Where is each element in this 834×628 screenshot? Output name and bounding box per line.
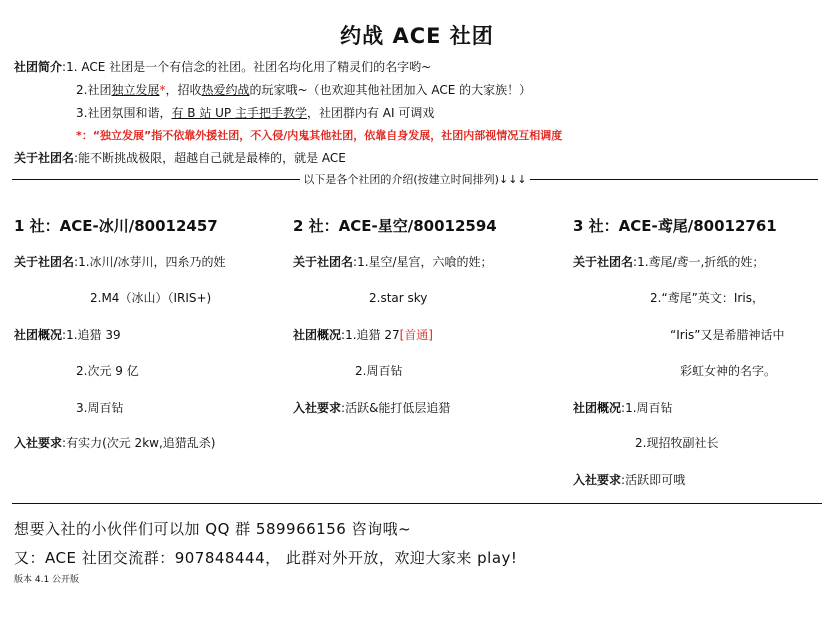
intro-item-2-pre: 2.社团	[76, 83, 112, 97]
club-1-title: 1 社：ACE-冰川/80012457	[14, 217, 218, 235]
intro-line-2	[76, 82, 531, 98]
club-3-name-label: 关于社团名	[573, 255, 634, 269]
about-name-text: 能不断挑战极限，超越自己就是最棒的，就是 ACE	[78, 151, 346, 165]
about-name-line: 关于社团名:能不断挑战极限，超越自己就是最棒的，就是 ACE	[14, 151, 346, 165]
club-2-req-line: 入社要求:活跃&能打低层追猎	[293, 401, 451, 415]
page-title: 约战 ACE 社团	[340, 24, 494, 48]
club-1-overview-line-1: 社团概况:1.追猎 39	[14, 328, 121, 342]
club-2-name-2: 2.star sky	[369, 291, 428, 305]
intro-item-2-mid: ，招收	[165, 83, 202, 97]
club-3-req-line: 入社要求:活跃即可哦	[573, 473, 686, 487]
club-3-overview-2: 2.现招牧副社长	[635, 436, 719, 450]
intro-item-1: 1. ACE 社团是一个有信念的社团。社团名均化用了精灵们的名字哟~	[66, 60, 432, 74]
club-3-title: 3 社：ACE-鸢尾/80012761	[573, 217, 777, 235]
bottom-divider	[12, 503, 822, 504]
intro-item-3-highlight: 有 B 站 UP 主手把手教学	[171, 106, 307, 120]
club-3-name-3: “Iris”又是希腊神话中	[670, 328, 785, 342]
club-3-name-2: 2.“鸢尾”英文：Iris，	[650, 291, 764, 305]
club-2-overview-1: 1.追猎 27	[345, 328, 400, 342]
club-3-overview-label: 社团概况	[573, 401, 622, 415]
club-1-overview-3: 3.周百钻	[76, 401, 124, 415]
club-2-req: 活跃&能打低层追猎	[345, 401, 451, 415]
intro-item-3-pre: 3.社团氛围和谐，	[76, 106, 172, 120]
intro-item-3-post: ，社团群内有 AI 可调戏	[306, 106, 435, 120]
divider-label: 以下是各个社团的介绍(按建立时间排列)↓↓↓	[303, 173, 527, 186]
club-2-title: 2 社：ACE-星空/80012594	[293, 217, 497, 235]
footer-exchange-group: 又：ACE 社团交流群：907848444， 此群对外开放，欢迎大家来 play!	[14, 549, 518, 567]
club-1-name-label: 关于社团名	[14, 255, 75, 269]
club-2-req-label: 入社要求	[293, 401, 342, 415]
intro-item-2-highlight-1: 独立发展	[111, 83, 160, 97]
club-2-name-line-1: 关于社团名:1.星空/星宫，六喰的姓；	[293, 255, 493, 269]
club-1-req-line: 入社要求:有实力(次元 2kw,追猎乱杀)	[14, 436, 216, 450]
club-2-name-1: 1.星空/星宫，六喰的姓；	[357, 255, 493, 269]
intro-item-2-highlight-2: 热爱约战	[201, 83, 250, 97]
club-3-overview-1: 1.周百钻	[625, 401, 673, 415]
club-2-overview-2: 2.周百钻	[355, 364, 403, 378]
first-clear-badge: [首通]	[399, 328, 433, 342]
footer-qq-group: 想要入社的小伙伴们可以加 QQ 群 589966156 咨询哦~	[14, 520, 412, 538]
section-divider	[12, 171, 818, 187]
club-2-overview-label: 社团概况	[293, 328, 342, 342]
club-1-name-1: 1.冰川/冰芽川，四糸乃的姓	[78, 255, 226, 269]
intro-line-1: 社团简介:1. ACE 社团是一个有信念的社团。社团名均化用了精灵们的名字哟~	[14, 60, 432, 74]
club-3-name-1: 1.鸢尾/鸢一,折纸的姓；	[637, 255, 765, 269]
club-3-name-line-1: 关于社团名:1.鸢尾/鸢一,折纸的姓；	[573, 255, 765, 269]
club-1-req-label: 入社要求	[14, 436, 63, 450]
intro-note: *：“独立发展”指不依靠外援社团，不入侵/内鬼其他社团，依靠自身发展，社团内部视情况互相调度	[76, 129, 563, 142]
intro-line-3	[76, 105, 434, 121]
club-1-req: 有实力(次元 2kw,追猎乱杀)	[66, 436, 216, 450]
club-2-overview-line-1: 社团概况:1.追猎 27[首通]	[293, 328, 433, 342]
club-1-name-line-1: 关于社团名:1.冰川/冰芽川，四糸乃的姓	[14, 255, 226, 269]
club-1-overview-label: 社团概况	[14, 328, 63, 342]
version-label: 版本 4.1 公开版	[14, 575, 80, 585]
club-1-overview-2: 2.次元 9 亿	[76, 364, 139, 378]
asterisk-mark: *	[159, 83, 166, 97]
club-3-req: 活跃即可哦	[625, 473, 686, 487]
club-2-name-label: 关于社团名	[293, 255, 354, 269]
about-name-label: 关于社团名	[14, 151, 75, 165]
club-3-req-label: 入社要求	[573, 473, 622, 487]
club-1-overview-1: 1.追猎 39	[66, 328, 121, 342]
club-1-name-2: 2.M4（冰山）（IRIS+)	[90, 291, 212, 305]
club-3-name-4: 彩虹女神的名字。	[680, 364, 777, 378]
intro-label: 社团简介	[14, 60, 63, 74]
club-3-overview-line-1: 社团概况:1.周百钻	[573, 401, 673, 415]
intro-item-2-post: 的玩家哦~（也欢迎其他社团加入 ACE 的大家族！）	[249, 83, 532, 97]
